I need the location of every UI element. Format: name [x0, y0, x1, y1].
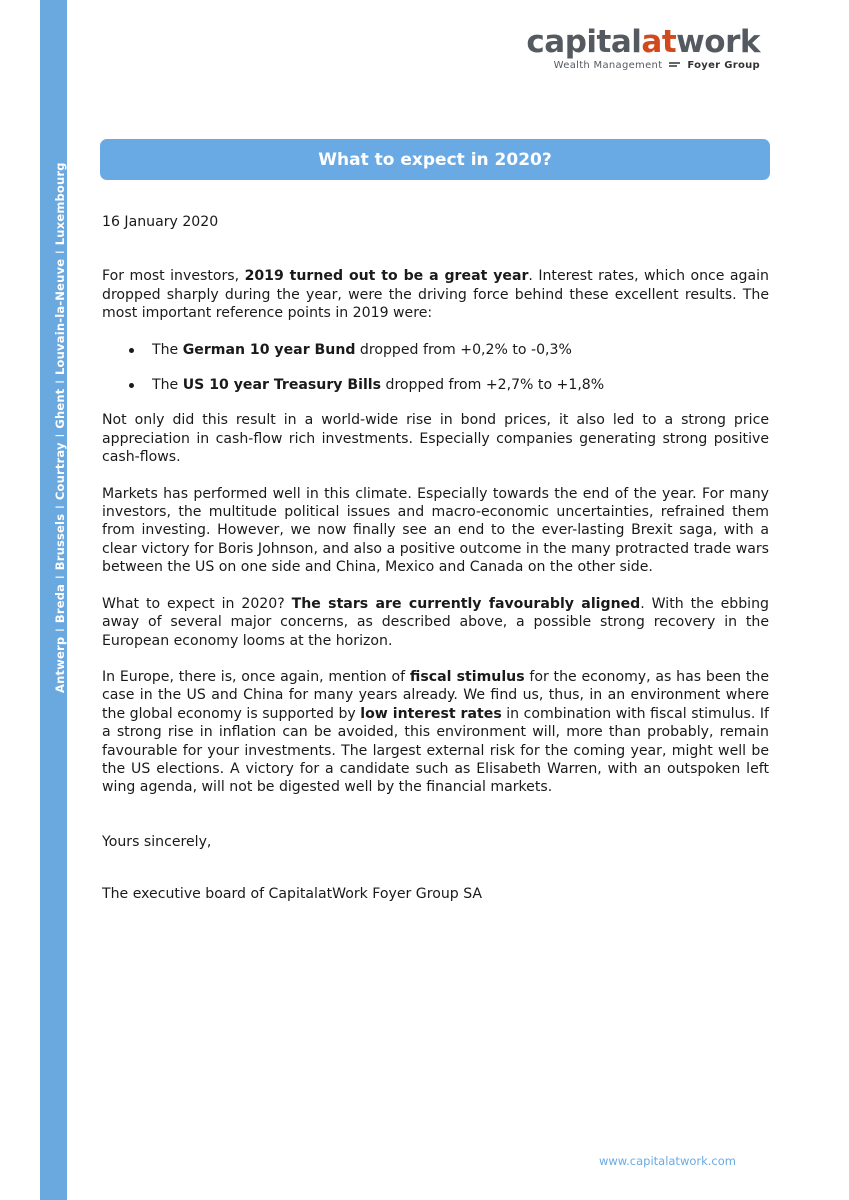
office-locations	[53, 162, 67, 693]
title-banner	[100, 139, 770, 180]
foyer-mark-icon	[668, 61, 682, 69]
letter-date: 16 January 2020	[102, 214, 219, 230]
list-item: The German 10 year Bund dropped from +0,2% to -0,3%	[102, 341, 769, 359]
signature-line: The executive board of CapitalatWork Foyer Group SA	[102, 886, 483, 903]
city-ghent: Ghent	[53, 388, 67, 429]
paragraph-bond-prices: Not only did this result in a world-wide rise in bond prices, it also led to a strong price appreciation in cash-flow rich investments. Especially companies generating strong positive cash-flows.	[102, 412, 769, 466]
paragraph-markets: Markets has performed well in this climate. Especially towards the end of the year. For many investors, the multitude political issues and macro-economic uncertainties, refrained them from investing. However, we now finally see an end to the ever-lasting Brexit saga, with a clear victory for Boris Johnson, and also a positive outcome in the many protracted trade wars between the US on one side and China, Mexico and Canada on the other side.	[102, 485, 769, 576]
separator: I	[53, 379, 67, 384]
page-title: What to expect in 2020?	[318, 149, 552, 170]
city-breda: Breda	[53, 583, 67, 624]
separator: I	[53, 250, 67, 254]
closing-line: Yours sincerely,	[102, 833, 212, 850]
paragraph-europe: In Europe, there is, once again, mention of fiscal stimulus for the economy, as has been the case in the US and China for many years already. We find us, thus, in an environment where the global economy is supported by low interest rates in combination with fiscal stimulus. If a strong rise in inflation can be avoided, this environment will, more than probably, remain favourable for your investments. The largest external risk for the coming year, might well be the US elections. A victory for a candidate such as Elisabeth Warren, with an outspoken left wing agenda, will not be digested well by the financial markets.	[102, 668, 770, 796]
separator: I	[53, 505, 67, 509]
city-courtray: Courtray	[53, 442, 67, 501]
logo-wordmark: capitalatwork	[526, 24, 760, 60]
list-item: The US 10 year Treasury Bills dropped from +2,7% to +1,8%	[102, 376, 769, 394]
logo-tagline: Wealth Management Foyer Group	[553, 60, 760, 71]
reference-points-list	[102, 341, 769, 395]
website-link[interactable]: www.capitalatwork.com	[598, 1154, 736, 1168]
company-logo	[526, 22, 760, 71]
separator: I	[53, 575, 67, 579]
intro-paragraph: For most investors, 2019 turned out to be a great year. Interest rates, which once again dropped sharply during the year, were the driving force behind these excellent results. The most important reference points in 2019 were:	[102, 268, 769, 322]
letter-body	[102, 213, 769, 904]
city-louvain-la-neuve: Louvain-la-Neuve	[53, 258, 67, 375]
sidebar-band	[40, 0, 67, 1200]
paragraph-expectations: What to expect in 2020? The stars are currently favourably aligned. With the ebbing away of several major concerns, as described above, a possible strong recovery in the European economy looms at the horizon.	[102, 595, 769, 649]
city-brussels: Brussels	[53, 513, 67, 571]
city-antwerp: Antwerp	[53, 636, 67, 693]
city-luxembourg: Luxembourg	[53, 162, 67, 246]
separator: I	[53, 628, 67, 632]
separator: I	[53, 433, 67, 438]
